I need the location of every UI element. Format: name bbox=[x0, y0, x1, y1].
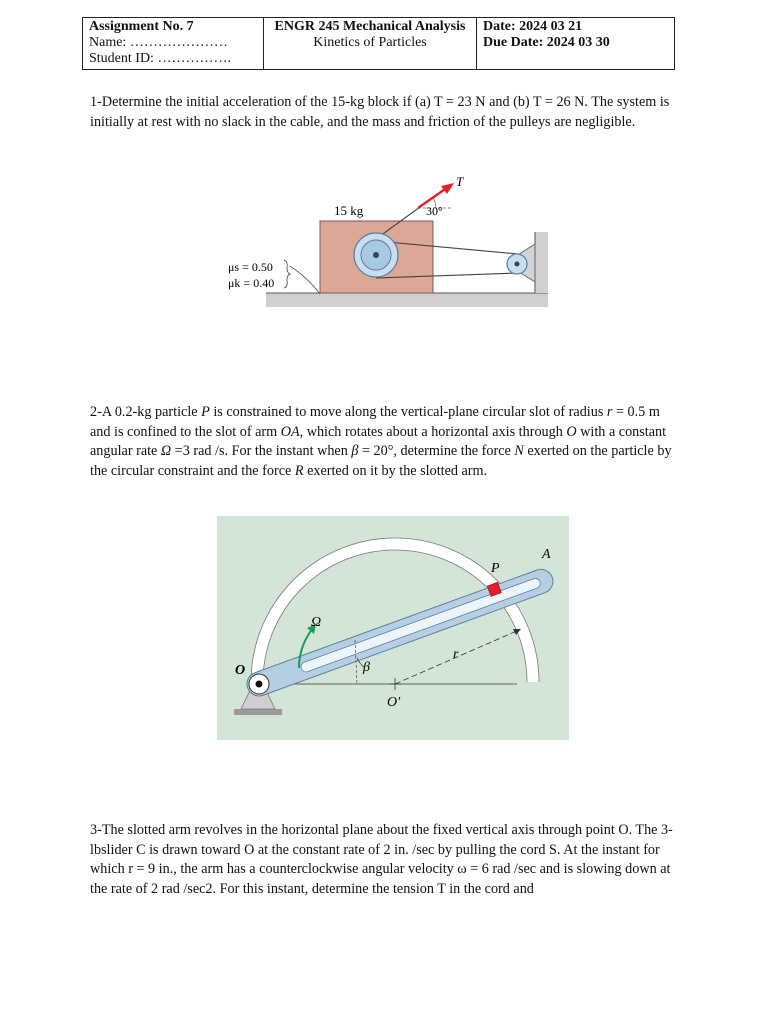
wall bbox=[535, 232, 548, 293]
header-right-cell bbox=[477, 18, 675, 70]
header-left-cell bbox=[83, 18, 264, 70]
label-p: P bbox=[491, 561, 500, 576]
label-o: O bbox=[235, 663, 246, 678]
course-title: ENGR 245 Mechanical Analysis bbox=[274, 19, 466, 34]
header-center-cell bbox=[264, 18, 477, 70]
mu-s-label: μs = 0.50 bbox=[228, 260, 273, 274]
topic-title: Kinetics of Particles bbox=[313, 35, 427, 50]
problem-2-text: 2-A 0.2-kg particle P is constrained to move along the vertical-plane circular slot of radius r = 0.5 m and is confined to the slot of arm OA, which rotates about a horizontal axis through O with a constant angular rate Ω =3 rad /s. For the instant when β = 20°, determine the force N exerted on the particle by the circular constraint and the force R exerted on it by the slotted arm. bbox=[90, 404, 672, 479]
angle-label: 30° bbox=[426, 204, 443, 218]
assign-date: Date: 2024 03 21 bbox=[483, 19, 583, 34]
label-a: A bbox=[542, 547, 551, 562]
problem-3-text: 3-The slotted arm revolves in the horizontal plane about the fixed vertical axis through point O. The 3-lbslider C is drawn toward O at the constant rate of 2 in. /sec by pulling the cord S. At the instant for which r = 9 in., the arm has a counterclockwise angular velocity ω = 6 rad /sec and is slowing down at the rate of 2 rad /sec2. For this instant, determine the tension T in the cord and bbox=[90, 822, 673, 897]
label-omega: Ω bbox=[311, 615, 322, 630]
label-o-prime: O′ bbox=[387, 695, 401, 710]
tension-label: T bbox=[456, 174, 464, 189]
name-field: Name: ………………… bbox=[89, 35, 228, 50]
problem-2-figure bbox=[217, 516, 569, 740]
label-beta: β bbox=[363, 660, 370, 675]
student-id-field: Student ID: ……………. bbox=[89, 51, 231, 66]
due-date: Due Date: 2024 03 30 bbox=[483, 35, 610, 50]
assignment-number: Assignment No. 7 bbox=[89, 19, 194, 34]
label-r: r bbox=[453, 647, 459, 662]
problem-1-text: 1-Determine the initial acceleration of the 15-kg block if (a) T = 23 N and (b) T = 26 N. The system is initially at rest with no slack in the cable, and the mass and friction of the pulleys are negligible. bbox=[90, 94, 670, 130]
ground bbox=[266, 293, 548, 307]
problem-1-figure bbox=[220, 170, 560, 312]
mu-k-label: μk = 0.40 bbox=[228, 276, 275, 290]
mass-label: 15 kg bbox=[334, 203, 364, 218]
header-table bbox=[82, 17, 675, 70]
support-base bbox=[234, 709, 282, 715]
